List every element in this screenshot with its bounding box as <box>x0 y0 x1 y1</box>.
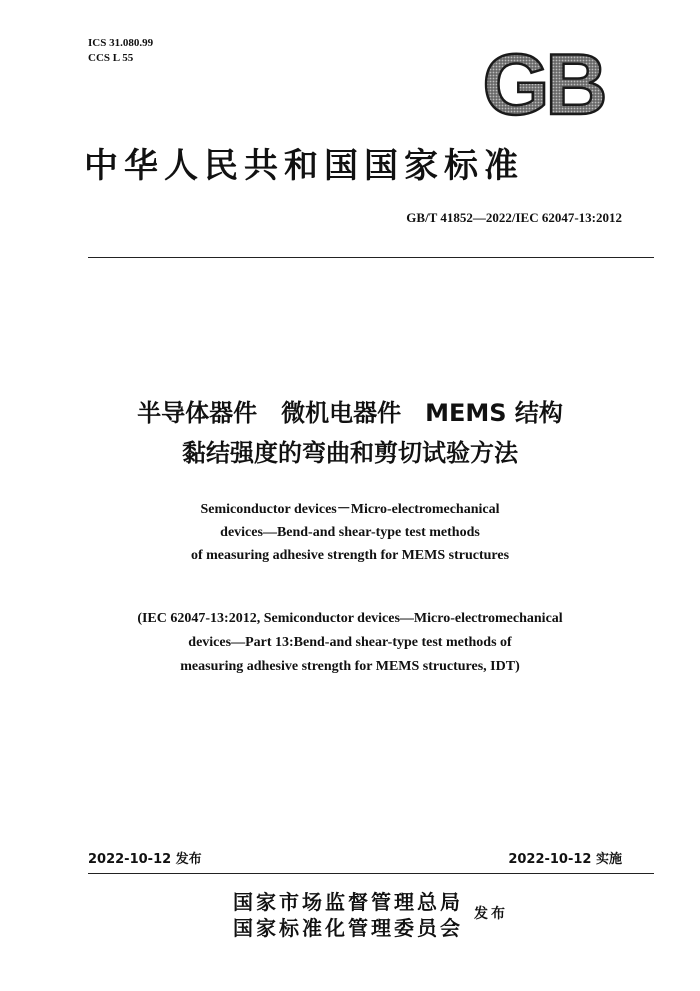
header-divider <box>88 257 654 258</box>
ics-code: ICS 31.080.99 <box>88 37 154 49</box>
english-title-line-2: devices—Bend-and shear-type test methods <box>220 525 480 540</box>
chinese-title-line-2: 黏结强度的弯曲和剪切试验方法 <box>182 439 518 467</box>
footer-divider <box>88 873 654 874</box>
standard-number: GB/T 41852—2022/IEC 62047-13:2012 <box>406 210 622 225</box>
authority-samr: 国家市场监督管理总局 <box>233 890 463 914</box>
gb-logo-text: GB <box>482 44 604 124</box>
publish-label: 发布 <box>474 906 508 922</box>
issue-date: 2022-10-12 发布 <box>88 852 202 867</box>
iec-reference <box>0 607 700 679</box>
authority-sac: 国家标准化管理委员会 <box>233 916 463 940</box>
implementation-date: 2022-10-12 实施 <box>508 852 622 867</box>
english-title <box>0 498 700 567</box>
iec-reference-line-1: (IEC 62047-13:2012, Semiconductor devices—Micro-electromechanical <box>137 611 563 626</box>
gb-logo <box>468 44 618 124</box>
english-title-line-1: Semiconductor devices－Micro-electromechanical <box>200 502 500 517</box>
chinese-title-line-1: 半导体器件 微机电器件 MEMS 结构 <box>137 399 563 427</box>
classification-codes <box>88 36 153 66</box>
national-standard-title: 中华人民共和国国家标准 <box>84 146 524 186</box>
issuing-authorities <box>233 889 463 941</box>
ccs-code: CCS L 55 <box>88 52 134 64</box>
iec-reference-line-2: devices—Part 13:Bend-and shear-type test methods of <box>188 635 512 650</box>
iec-reference-line-3: measuring adhesive strength for MEMS structures, IDT) <box>180 659 520 674</box>
english-title-line-3: of measuring adhesive strength for MEMS structures <box>190 548 510 563</box>
